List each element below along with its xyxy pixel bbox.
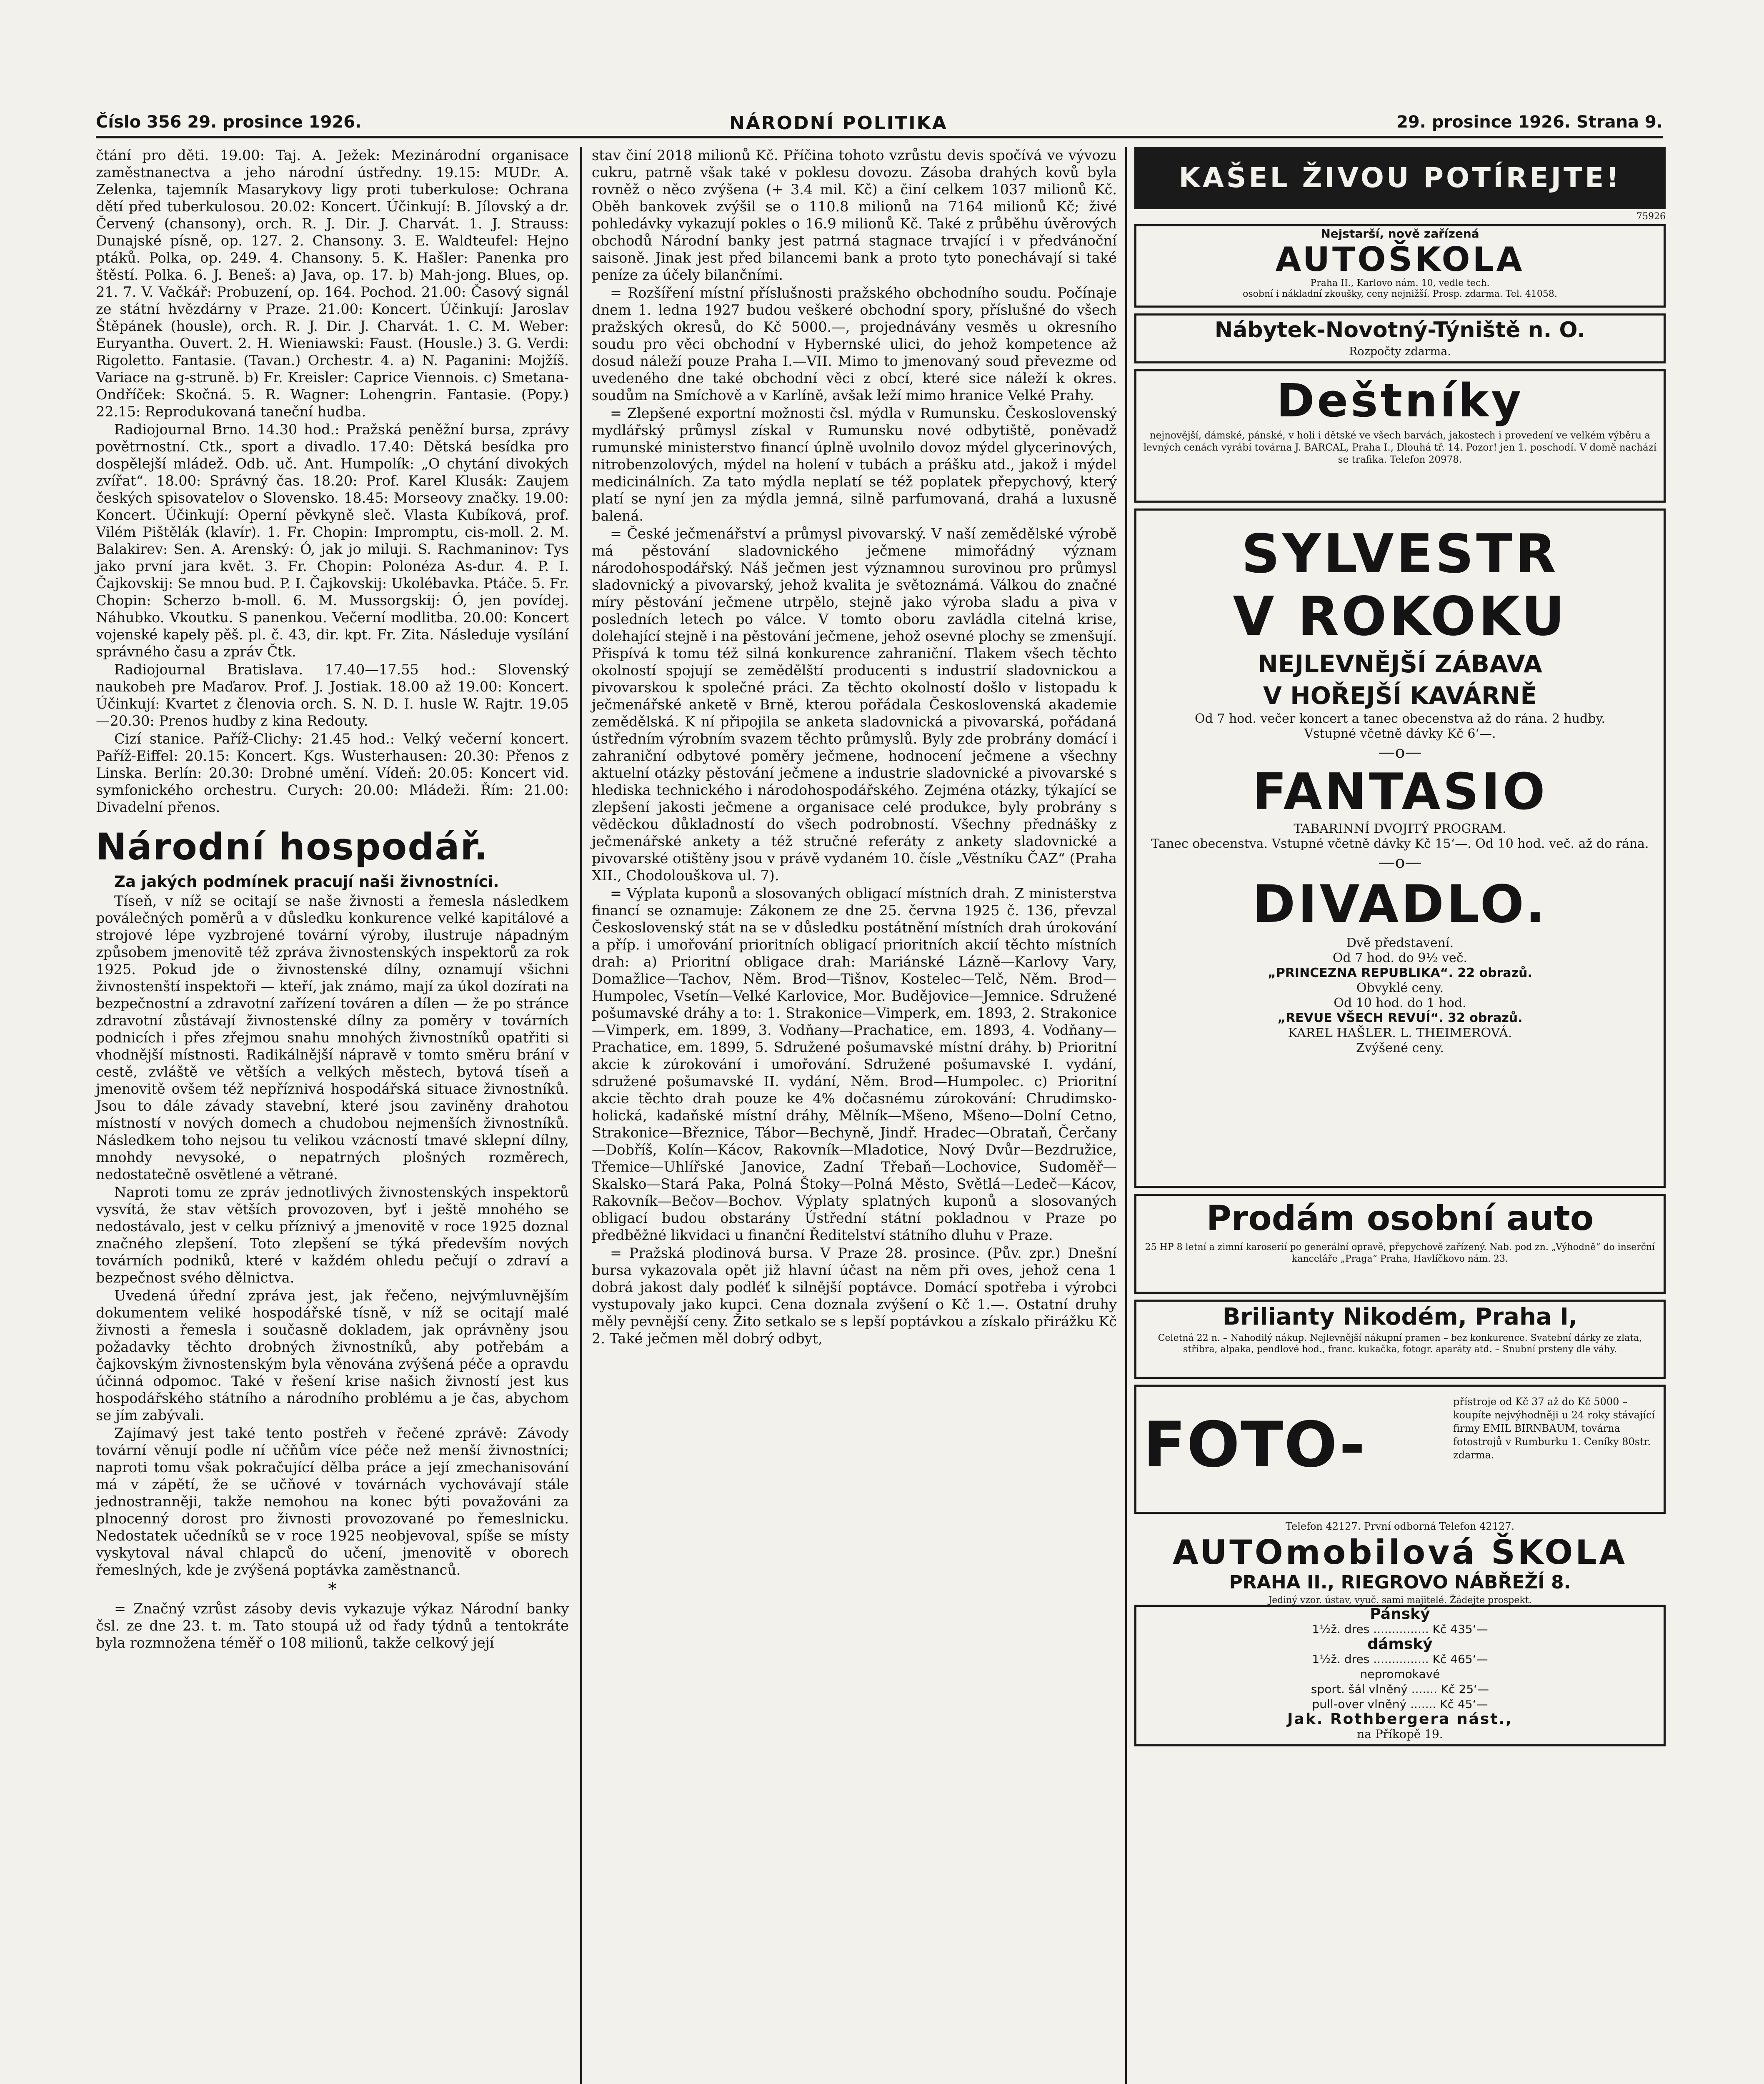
column-1 (96, 147, 569, 2084)
page-number: 29. prosince 1926. Strana 9. (1396, 113, 1663, 132)
column-divider (1125, 147, 1127, 2084)
column-2 (592, 147, 1117, 2084)
ad-rothberger: Pánský 1½ž. dres ............... Kč 435‘— dámský 1½ž. dres ............... Kč 465‘— nepromokavé sport. šál vlněný ....... Kč 25‘— pull-over vlněný ....... Kč 45‘— Jak. Rothbergera nást., na Příkopě 19. (1134, 1605, 1666, 1746)
article-paragraph: Uvedená úřední zpráva jest, jak řečeno, nejvýmluvnějším dokumentem veliké hospodářské tísně, v níž se ocitají malé živnosti a řemesla i současně dokladem, jak oprávněny jsou požadavky těchto drobných živnostníků, aby potřebám a čajkovským živnostenským byla věnována zvýšená péče a opravdu účinná odpomoc. Také v řešení krise našich živností jest kus hospodářského státního a národního problému a je čas, abychom se jím zabývali. (96, 1287, 569, 1423)
radio-program-bratislava: Radiojournal Bratislava. 17.40—17.55 hod.: Slovenský naukobeh pre Maďarov. Prof. J. Jostiak. 18.00 až 19.00: Koncert. Účinkují: Kvartet z členovia orch. S. N. D. I. husle W. Rajtr. 19.05—20.30: Prenos hudby z kina Redouty. (96, 661, 569, 729)
section-title: Národní hospodář. (96, 825, 489, 868)
radio-program-foreign: Cizí stanice. Paříž-Clichy: 21.45 hod.: Velký večerní koncert. Paříž-Eiffel: 20.15: Koncert. Kgs. Wusterhausen: 20.30: Přenos z Linska. Berlín: 20.30: Drobné umění. Vídeň: 20.05: Koncert vid. symfonického orchestru. Curych: 20.00: Mládeži. Řím: 21.00: Divadelní přenos. (96, 731, 569, 815)
ad-autoskola: Nejstarší, nově zařízená AUTOŠKOLA Praha II., Karlovo nám. 10, vedle tech. osobní i nákladní zkoušky, ceny nejnižší. Prosp. zdarma. Tel. 41058. (1134, 224, 1666, 308)
section-separator: * (328, 1580, 337, 1599)
news-item: = České ječmenářství a průmysl pivovarský. V naší zemědělské výrobě má pěstování sladovnického ječmene mimořádný význam národohospodářský. Náš ječmen jest významnou surovinou pro průmysl sladovnický a pivovarský, jehož kvalita je světoznámá. Válkou do značné míry pěstování ječmene utrpělo, stejně jako výroba sladu a piva v posledních letech po válce. V tomto oboru zavládla citelná krise, dolehající stejně i na pěstování ječmene, jehož osevné plochy se zmenšují. Přispívá k tomu též silná konkurence zahraniční. Tlakem všech těchto okolností spojují se zemědělští producenti s industrií sladovnickou a pivovarskou k společné práci. Za těchto okolností došlo v listopadu k ječmenářské anketě v Brně, kterou pořádala Československá akademie zemědělská. K ní připojila se anketa sladovnická a pivovarská, pořádaná ústředním výrobním svazem těchto průmyslů. Byly zde probrány domácí i zahraniční odbytové poměry ječmene, hodnocení ječmene a všechny aktuelní otázky pěstování ječmene a industrie sladovnické a pivovarské s hlediska technického i národohospodářského. Zejména otázky, týkající se zlepšení jakosti ječmene a organisace celé produkce, byly probrány s věděckou důkladností do všech podrobností. Všechny přednášky z ječmenářské ankety a též stručné referáty z ankety sladovnické a pivovarské otištěny jsou v právě vydaném 10. čísle „Věstníku ČAZ“ (Praha XII., Chodolouškova ul. 7). (592, 526, 1117, 884)
masthead (96, 112, 1663, 138)
issue-number: Číslo 356 29. prosince 1926. (96, 113, 362, 132)
ad-destniky: Deštníky nejnovější, dámské, pánské, v holi i dětské ve všech barvách, jakostech i provedení ve velkém výběru a levných cenách vyrábí továrna J. BARCAL, Praha I., Dlouhá tř. 14. Pozor! jen 1. poschodí. V domě nachází se trafika. Telefon 20978. (1134, 369, 1666, 503)
ad-brilianty: Brilianty Nikodém, Praha I, Celetná 22 n. – Nahodilý nákup. Nejlevnější nákupní pramen – bez konkurence. Svatební dárky ze zlata, stříbra, alpaka, pendlové hod., franc. kukačka, fotogr. aparáty atd. – Snubní prsteny dle váhy. (1134, 1300, 1666, 1379)
ad-automobilova-skola: Telefon 42127. První odborná Telefon 42127. AUTOmobilová ŠKOLA PRAHA II., RIEGROVO NÁBŘEŽÍ 8. Jediný vzor. ústav, vyuč. sami majitelé. Žádejte prospekt. (1172, 1520, 1628, 1606)
radio-program-brno: Radiojournal Brno. 14.30 hod.: Pražská peněžní bursa, zprávy povětrnostní. Ctk., sport a divadlo. 17.40: Dětská besídka pro dospělejší mládež. Odb. uč. Ant. Humpolík: „O chytání divokých zvířat“. 18.00: Správný čas. 18.20: Prof. Karel Klusák: Zaujem českých spisovatelov o Slovensko. 18.45: Morseovy značky. 19.00: Koncert. Účinkují: Operní pěvkyně sleč. Vlasta Kubíková, prof. Vilém Pištělák (klavír). 1. Fr. Chopin: Impromptu, cis-moll. 2. M. Balakirev: Sen. A. Arenský: Ó, jak jo miluji. S. Rachmaninov: Tys jako první jara květ. 3. Fr. Chopin: Polonéza As-dur. 4. P. I. Čajkovskij: Se mnou bud. P. I. Čajkovskij: Ukolébavka. Ptáče. 5. Fr. Chopin: Scherzo b-moll. 6. M. Mussorgskij: Ó, jen povídej. Náhubko. Vkoutku. S panenkou. Večerní modlitba. 20.00: Koncert vojenské kapely pěš. pl. č. 43, dir. kpt. Fr. Zita. Následuje vysílání správného času a zpráv Čtk. (96, 421, 569, 660)
news-item: = Zlepšené exportní možnosti čsl. mýdla v Rumunsku. Československý mydlářský průmysl získal v Rumunsku nové odbytiště, poněvadž rumunské ministerstvo financí úplně uvolnilo dovoz mýdel glycerinových, nitrobenzolových, mýdel na holení v tubách a prášku atd., jakož i mýdel medicinálních. Za tato mýdla neplatí se též poplatek přepychový, který platí se nyní jen za mýdla jemná, silně parfumovaná, drahá a luxusně balená. (592, 405, 1117, 524)
article-paragraph: Naproti tomu ze zpráv jednotlivých živnostenských inspektorů vysvítá, že stav větších provozoven, byť i ještě mnohého se nedostávalo, jest v celku příznivý a jmenovitě v roce 1925 doznal značného zlepšení. Toto zlepšení se týká především nových továrních podniků, které v každém ohledu pečují o zdraví a bezpečnost svého dělnictva. (96, 1184, 569, 1286)
news-item: = Pražská plodinová bursa. V Praze 28. prosince. (Pův. zpr.) Dnešní bursa vykazovala opět již hlavní účast na něm při oves, jehož cena 1 dobrá jakost daly podléť k silnější poptávce. Domácí spotřeba i výrobci vystupovaly jako kupci. Cena doznala zvýšení o Kč 1.—. Ostatní druhy měly pevnější ceny. Žito setkalo se s lepší poptávkou a získalo přirážku Kč 2. Také ječmen měl dobrý odbyt, (592, 1245, 1117, 1347)
article-paragraph: Zajímavý jest také tento postřeh v řečené zprávě: Závody tovární věnují podle ní učňům více péče než menší živnostníci; naproti tomu však pokračující dělba práce a její zmechanisování má v zápětí, že se učňové v továrnách vychovávají stále jednostranněji, takže nemohou na konec býti považováni za plnocenný dorost pro živnosti provozované po řemeslnicku. Nedostatek učedníků se v roce 1925 neobjevoval, spíše se místy vyskytoval nával chlapců do učení, jmenovitě v oborech řemeslných, kde je zvýšená poptávka zaměstnanců. (96, 1425, 569, 1578)
column-3-ads: KAŠEL ŽIVOU POTÍREJTE! 75926 Nejstarší, nově zařízená AUTOŠKOLA Praha II., Karlovo nám. 10, vedle tech. osobní i nákladní zkoušky, ceny nejnižší. Prosp. zdarma. Tel. 41058. Nábytek-Novotný-Týniště n. O. Rozpočty zdarma. Deštníky nejnovější, dámské, pánské, v holi i dětské ve všech barvách, jakostech i provedení ve velkém výběru a levných cenách vyrábí továrna J. BARCAL, Praha I., Dlouhá tř. 14. Pozor! jen 1. poschodí. V domě nachází se trafika. Telefon 20978. SYLVESTR V ROKOKU NEJLEVNĚJŠÍ ZÁBAVA V HOŘEJŠÍ KAVÁRNĚ Od 7 hod. večer koncert a tanec obecenstva až do rána. 2 hudby. Vstupné včetně dávky Kč 6‘—. —o— FANTASIO TABARINNÍ DVOJITÝ PROGRAM. Tanec obecenstva. Vstupné včetně dávky Kč 15‘—. Od 10 hod. več. až do rána. —o— DIVADLO. Dvě představení. Od 7 hod. do 9½ več. „PRINCEZNA REPUBLIKA“. 22 obrazů. Obvyklé ceny. Od 10 hod. do 1 hod. „REVUE VŠECH REVUÍ“. 32 obrazů. KAREL HAŠLER. L. THEIMEROVÁ. Zvýšené ceny. Prodám osobní auto 25 HP 8 letní a zimní karoserií po generální opravě, přepychově zařízený. Nab. pod zn. „Výhodně“ do inserční kanceláře „Praga“ Praha, Havlíčkovo nám. 23. Brilianty Nikodém, Praha I, Celetná 22 n. – Nahodilý nákup. Nejlevnější nákupní pramen – bez konkurence. Svatební dárky ze zlata, stříbra, alpaka, pendlové hod., franc. kukačka, fotogr. aparáty atd. – Snubní prsteny dle váhy. FOTO- přístroje od Kč 37 až do Kč 5000 – koupíte nejvýhodněji u 24 roky stávající firmy EMIL BIRNBAUM, továrna fotostrojů v Rumburku 1. Ceníky 80str. zdarma. Telefon 42127. První odborná Telefon 42127. AUTOmobilová ŠKOLA PRAHA II., RIEGROVO NÁBŘEŽÍ 8. Jediný vzor. ústav, vyuč. sami majitelé. Žádejte prospekt. Pánský 1½ž. dres ............... Kč 435‘— dámský 1½ž. dres ............... Kč 465‘— nepromokavé sport. šál vlněný ....... Kč 25‘— pull-over vlněný ....... Kč 45‘— Jak. Rothbergera nást., na Příkopě 19. (1134, 147, 1666, 2084)
news-item: = Výplata kuponů a slosovaných obligací místních drah. Z ministerstva financí se oznamuje: Zákonem ze dne 25. června 1925 č. 136, převzal Československý stát na se v důsledku postátnění místních drah úrokování a příp. i umořování prioritních obligací prioritních akcií těchto místních drah: a) Prioritní obligace drah: Mariánské Lázně—Karlovy Vary, Domažlice—Tachov, Něm. Brod—Tišnov, Kostelec—Telč, Něm. Brod—Humpolec, Vsetín—Velké Karlovice, Mor. Budějovice—Jemnice. Sdružené pošumavské dráhy a to: 1. Strakonice—Vimperk, em. 1893, 2. Strakonice—Vimperk, em. 1899, 3. Vodňany—Prachatice, em. 1893, 4. Vodňany—Prachatice, em. 1899, 5. Sdružené pošumavské místní dráhy. b) Prioritní akcie k zúrokování i umořování. Sdružené pošumavské I. vydání, sdružené pošumavské II. vydání, Něm. Brod—Humpolec. c) Prioritní akcie těchto drah pouze ke 4% dočasnému zúrokování: Chrudimsko-holická, kadaňské místní dráhy, Mělník—Mšeno, Mšeno—Dolní Cetno, Strakonice—Březnice, Tábor—Bechyně, Jindř. Hradec—Obrataň, Čerčany—Dobříš, Kolín—Kácov, Rakovník—Mladotice, Nový Dvůr—Bezdružice, Třemice—Uhlířské Janovice, Zadní Třebaň—Lochovice, Sudoměř—Skalsko—Stará Paka, Polná Štoky—Polná Město, Světlá—Ledeč—Kácov, Rakovník—Bečov—Bochov. Výplaty splatných kuponů a slosovaných obligací budou obstarány Ústřední státní pokladnou v Praze po předběžné likvidaci u finanční Ředitelství státního dluhu v Praze. (592, 885, 1117, 1243)
ad-kasel: KAŠEL ŽIVOU POTÍREJTE! (1134, 147, 1666, 209)
ad-prodam-auto: Prodám osobní auto 25 HP 8 letní a zimní karoserií po generální opravě, přepychově zařízený. Nab. pod zn. „Výhodně“ do inserční kanceláře „Praga“ Praha, Havlíčkovo nám. 23. (1134, 1194, 1666, 1294)
ad-foto: FOTO- přístroje od Kč 37 až do Kč 5000 – koupíte nejvýhodněji u 24 roky stávající firmy EMIL BIRNBAUM, továrna fotostrojů v Rumburku 1. Ceníky 80str. zdarma. (1134, 1385, 1666, 1514)
radio-program-prague: čtání pro děti. 19.00: Taj. A. Ježek: Mezinárodní organisace zaměstnanectva a jeho národní ústředny. 19.15: MUDr. A. Zelenka, tajemník Masarykovy ligy proti tuberkulose: Ochrana dětí před tuberkulosou. 20.02: Koncert. Účinkují: B. Jílovský a dr. Červený (chansony), orch. R. J. Dir. J. Charvát. 1. J. Strauss: Dunajské písně, op. 127. 2. Chansony. 3. E. Waldteufel: Hejno ptáků. Polka, op. 249. 4. Chansony. 5. K. Hašler: Panenka pro štěstí. Polka. 6. J. Beneš: a) Java, op. 17. b) Mah-jong. Blues, op. 21. 7. V. Vačkář: Probuzení, op. 164. Pochod. 21.00: Časový signál ze státní hvězdárny v Praze. 21.00: Koncert. Účinkují: Jaroslav Štěpánek (housle), orch. R. J. Dir. J. Charvát. 1. C. M. Weber: Euryantha. Ouvert. 2. H. Wieniawski: Faust. (Housle.) 3. G. Verdi: Rigoletto. Fantasie. (Tavan.) Orchestr. 4. a) N. Paganini: Mojžíš. Variace na g-struně. b) Fr. Kreisler: Caprice Viennois. c) Smetana-Ondříček: Skočná. 5. R. Wagner: Lohengrin. Fantasie. (Popy.) 22.15: Reprodukovaná taneční hudba. (96, 147, 569, 420)
ad-nabytek: Nábytek-Novotný-Týniště n. O. Rozpočty zdarma. (1134, 313, 1666, 363)
newspaper-title: NÁRODNÍ POLITIKA (729, 113, 948, 134)
article-paragraph: = Značný vzrůst zásoby devis vykazuje výkaz Národní banky čsl. ze dne 23. t. m. Tato stoupá už od řady týdnů a tentokráte byla rozmnožena téměř o 108 milionů, takže celkový její (96, 1601, 569, 1651)
news-item: = Rozšíření místní příslušnosti pražského obchodního soudu. Počínaje dnem 1. ledna 1927 budou veškeré obchodní spory, příslušné do všech pražských okresů, do Kč 5000.—, projednávány vesměs u okresního soudu pro věci obchodní v Hybernské ulici, do jehož kompetence až dosud náleží pouze Praha I.—VII. Mimo to jmenovaný soud převezme od uvedeného dne také obchodní věci z obcí, které sice náleží k okres. soudům na Smíchově a v Karlíně, avšak leží mimo hranice Velké Prahy. (592, 285, 1117, 403)
column-divider (580, 147, 582, 2084)
article-headline: Za jakých podmínek pracují naši živnostníci. (114, 873, 499, 891)
article-paragraph: stav činí 2018 milionů Kč. Příčina tohoto vzrůstu devis spočívá ve vývozu cukru, patrně však také v poklesu dovozu. Zásoba drahých kovů byla rovněž o něco zvýšena (+ 3.4 mil. Kč) a činí celkem 1037 milionů Kč. Oběh bankovek zvýšil se o 110.8 milionů na 7164 milionů Kč; živé pohledávky vykazují pokles o 16.9 milionů Kč. Také z průběhu úvěrových obchodů Národní banky jest patrná stagnace trvající i v předvánoční saisoně. Jinak jest před bilancemi bank a proto tyto ponechávají si také peníze za účely bilančními. (592, 147, 1117, 283)
ad-sylvestr-rokoko: SYLVESTR V ROKOKU NEJLEVNĚJŠÍ ZÁBAVA V HOŘEJŠÍ KAVÁRNĚ Od 7 hod. večer koncert a tanec obecenstva až do rána. 2 hudby. Vstupné včetně dávky Kč 6‘—. —o— FANTASIO TABARINNÍ DVOJITÝ PROGRAM. Tanec obecenstva. Vstupné včetně dávky Kč 15‘—. Od 10 hod. več. až do rána. —o— DIVADLO. Dvě představení. Od 7 hod. do 9½ več. „PRINCEZNA REPUBLIKA“. 22 obrazů. Obvyklé ceny. Od 10 hod. do 1 hod. „REVUE VŠECH REVUÍ“. 32 obrazů. KAREL HAŠLER. L. THEIMEROVÁ. Zvýšené ceny. (1134, 508, 1666, 1188)
article-paragraph: Tíseň, v níž se ocitají se naše živnosti a řemesla následkem poválečných poměrů a v důsledku konkurence velké kapitálové a strojové lépe vyzbrojené tovární výroby, ilustruje nápadným způsobem jmenovitě též zpráva živnostenských inspektorů za rok 1925. Pokud jde o živnostenské dílny, oznamují všichni živnostenští inspektoři — kteří, jak známo, mají za úkol dozírati na bezpečnostní a zdravotní zařízení továren a dílen — že po stránce zdravotní zůstávají živnostenské dílny za poměry v továrních podnicích i přes zřejmou snahu mnohých živnostníků opatřiti si vhodnější místnosti. Radikálnější nápravě v tomto směru brání v cestě, zvláště ve větších a velkých městech, bytová tíseň a jmenovitě ovšem též nepříznivá hospodářská situace živnostníků. Jsou to dále závady stavební, které jsou zaviněny drahotou místností v nových domech a chudobou nejmenších živnostníků. Následkem toho nejsou tu velikou vzácností tmavé sklepní dílny, mnohdy nevysoké, o nepatrných plošných rozměrech, nedostatečně osvětlené a větrané. (96, 893, 569, 1182)
